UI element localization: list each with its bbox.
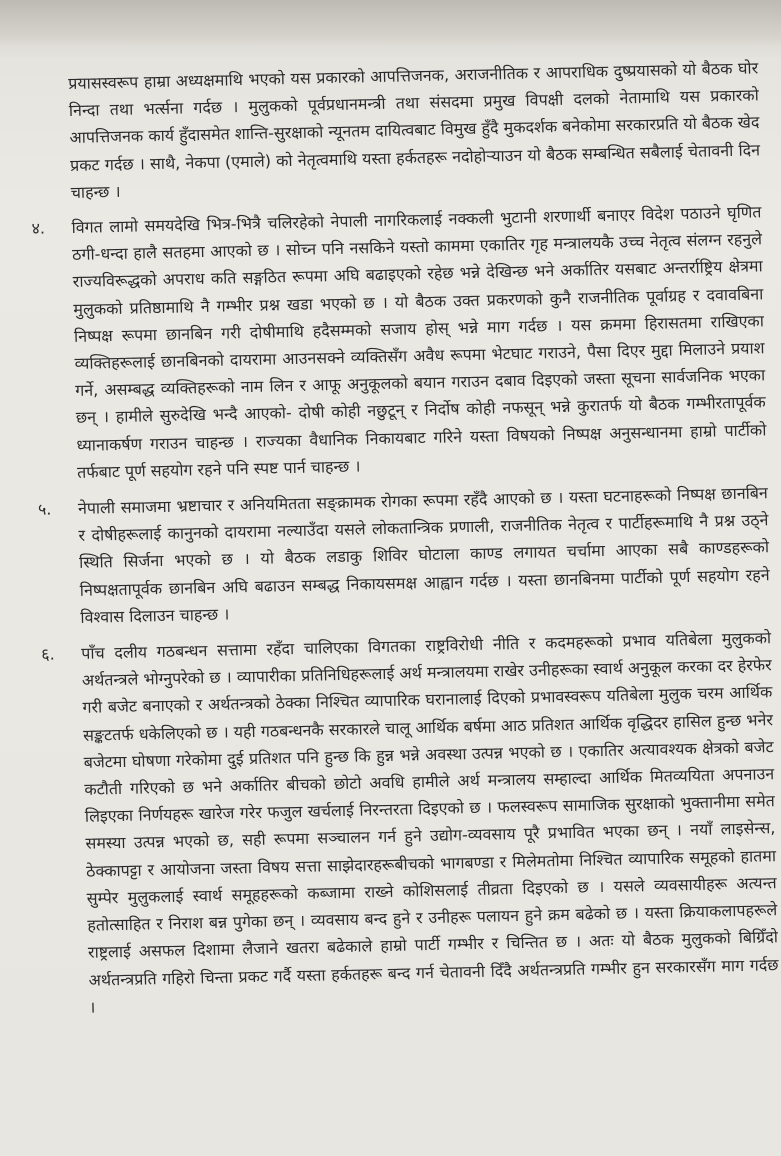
list-item-6 <box>41 624 779 1020</box>
item-paragraph: विगत लामो समयदेखि भित्र-भित्रै चलिरहेको नेपाली नागरिकलाई नक्कली भुटानी शरणार्थी बनाएर विदेश पठाउने घृणित ठगी-धन्दा हालै सतहमा आएको छ । सोच्न पनि नसकिने यस्तो काममा एकातिर गृह मन्त्रालयकै उच्च नेतृत्व संलग्न रहनुले राज्यविरूद्धको अपराध कति सङ्गठित रूपमा अघि बढाइएको रहेछ भन्ने देखिन्छ भने अर्कातिर यसबाट अन्तर्राष्ट्रिय क्षेत्रमा मुलुकको प्रतिष्ठामाथि नै गम्भीर प्रश्न खडा भएको छ । यो बैठक उक्त प्रकरणको कुनै राजनीतिक पूर्वाग्रह र दवावबिना निष्पक्ष रूपमा छानबिन गरी दोषीमाथि हदैसम्मको सजाय होस् भन्ने माग गर्दछ । यस क्रममा हिरासतमा राखिएका व्यक्तिहरूलाई छानबिनको दायरामा आउनसक्ने व्यक्तिसँग अवैध रूपमा भेटघाट गराउने, पैसा दिएर मुद्दा मिलाउने प्रयाश गर्ने, असम्बद्ध व्यक्तिहरूको नाम लिन र आफू अनुकूलको बयान गराउन दबाव दिइएको जस्ता सूचना सार्वजनिक भएका छन् । हामीले सुरुदेखि भन्दै आएको- दोषी कोही नछुटून् र निर्दोष कोही नफसून् भन्ने कुरातर्फ यो बैठक गम्भीरतापूर्वक ध्यानाकर्षण गराउन चाहन्छ । राज्यका वैधानिक निकायबाट गरिने यस्ता विषयको निष्पक्ष अनुसन्धानमा हाम्रो पार्टीको तर्फबाट पूर्ण सहयोग रहने पनि स्पष्ट पार्न चाहन्छ । <box>71 202 767 482</box>
page-fold-shadow <box>0 0 781 46</box>
list-item-4 <box>31 198 767 486</box>
item-number: ५. <box>37 499 52 519</box>
item-number: ४. <box>31 218 46 238</box>
item-paragraph: पाँच दलीय गठबन्धन सत्तामा रहँदा चालिएका विगतका राष्ट्रविरोधी नीति र कदमहरूको प्रभाव यतिबेला मुलुकको अर्थतन्त्रले भोग्नुपरेको छ । व्यापारीका प्रतिनिधिहरूलाई अर्थ मन्त्रालयमा राखेर उनीहरूका स्वार्थ अनुकूल करका दर हेरफेर गरी बजेट बनाएको र अर्थतन्त्रको ठेक्का निश्चित व्यापारिक घरानालाई दिएको प्रभावस्वरूप यतिबेला मुलुक चरम आर्थिक सङ्कटतर्फ धकेलिएको छ । यही गठबन्धनकै सरकारले चालू आर्थिक बर्षमा आठ प्रतिशत आर्थिक वृद्धिदर हासिल हुन्छ भनेर बजेटमा घोषणा गरेकोमा दुई प्रतिशत पनि हुन्छ कि हुन्न भन्ने अवस्था उत्पन्न भएको छ । एकातिर अत्यावश्यक क्षेत्रको बजेट कटौती गरिएको छ भने अर्कातिर बीचको छोटो अवधि हामीले अर्थ मन्त्रालय सम्हाल्दा आर्थिक मितव्ययिता अपनाउन लिइएका निर्णयहरू खारेज गरेर फजुल खर्चलाई निरन्तरता दिइएको छ । फलस्वरूप सामाजिक सुरक्षाको भुक्तानीमा समेत समस्या उत्पन्न भएको छ, सही रूपमा सञ्चालन गर्न हुने उद्योग-व्यवसाय पूरै प्रभावित भएका छन् । नयाँ लाइसेन्स, ठेक्कापट्टा र आयोजना जस्ता विषय सत्ता साझेदारहरूबीचको भागबण्डा र मिलेमतोमा निश्चित व्यापारिक समूहको हातमा सुम्पेर मुलुकलाई स्वार्थ समूहहरूको कब्जामा राख्ने कोशिसलाई तीव्रता दिइएको छ । यसले व्यवसायीहरू अत्यन्त हतोत्साहित र निराश बन्न पुगेका छन् । व्यवसाय बन्द हुने र उनीहरू पलायन हुने क्रम बढेको छ । यस्ता क्रियाकलापहरूले राष्ट्रलाई असफल दिशामा लैजाने खतरा बढेकाले हाम्रो पार्टी गम्भीर र चिन्तित छ । अतः यो बैठक मुलुकको बिग्रिँदो अर्थतन्त्रप्रति गहिरो चिन्ता प्रकट गर्दै यस्ता हर्कतहरू बन्द गर्न चेतावनी दिँदै अर्थतन्त्रप्रति गम्भीर हुन सरकारसँग माग गर्दछ । <box>81 628 779 1017</box>
list-item-5 <box>37 479 771 631</box>
item-paragraph: नेपाली समाजमा भ्रष्टाचार र अनियमितता सङ्क्रामक रोगका रूपमा रहँदै आएको छ । यस्ता घटनाहरूको निष्पक्ष छानबिन र दोषीहरूलाई कानुनको दायरामा नल्याउँदा यसले लोकतान्त्रिक प्रणाली, राजनीतिक नेतृत्व र पार्टीहरूमाथि नै प्रश्न उठ्ने स्थिति सिर्जना भएको छ । यो बैठक लडाकु शिविर घोटाला काण्ड लगायत चर्चामा आएका सबै काण्डहरूको निष्पक्षतापूर्वक छानबिन अघि बढाउन सम्बद्ध निकायसमक्ष आह्वान गर्दछ । यस्ता छानबिनमा पार्टीको पूर्ण सहयोग रहने विश्वास दिलाउन चाहन्छ । <box>77 483 770 627</box>
document-body <box>31 54 780 1029</box>
intro-paragraph: प्रयासस्वरूप हाम्रा अध्यक्षमाथि भएको यस प्रकारको आपत्तिजनक, अराजनीतिक र आपराधिक दुष्प्रयासको यो बैठक घोर निन्दा तथा भर्त्सना गर्दछ । मुलुकको पूर्वप्रधानमन्त्री तथा संसदमा प्रमुख विपक्षी दलको नेतामाथि यस प्रकारको आपत्तिजनक कार्य हुँदासमेत शान्ति-सुरक्षाको न्यूनतम दायित्वबाट विमुख हुँदै मुकदर्शक बनेकोमा सरकारप्रति यो बैठक खेद प्रकट गर्दछ । साथै, नेकपा (एमाले) को नेतृत्वमाथि यस्ता हर्कतहरू नदोहोऱ्याउन यो बैठक सम्बन्धित सबैलाई चेतावनी दिन चाहन्छ । <box>68 58 761 202</box>
item-number: ६. <box>41 644 55 664</box>
